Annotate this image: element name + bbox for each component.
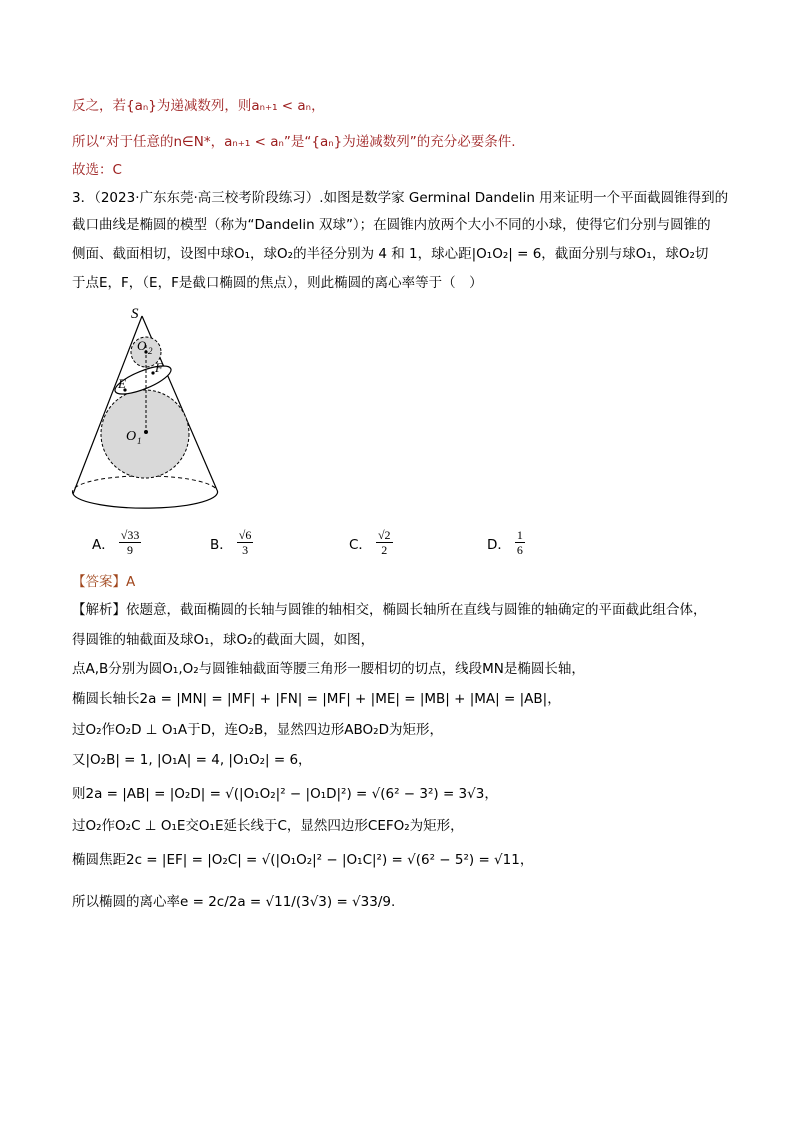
option-c-fraction [376, 528, 393, 557]
option-c-letter: C． [349, 536, 372, 553]
analysis-line-3: 点A,B分别为圆O₁,O₂与圆锥轴截面等腰三角形一腰相切的切点，线段MN是椭圆长轴， [72, 661, 585, 677]
option-a[interactable] [92, 528, 141, 557]
option-a-den: 9 [127, 543, 134, 557]
option-c[interactable] [349, 528, 393, 557]
option-a-fraction [119, 528, 142, 557]
question-line-1: 3．（2023·广东东莞·高三校考阶段练习）.如图是数学家 Germinal Dandelin 用来证明一个平面截圆锥得到的 [72, 190, 729, 206]
label-e: E [118, 376, 126, 391]
option-c-den: 2 [381, 543, 388, 557]
analysis-line-2: 得圆锥的轴截面及球O₁，球O₂的截面大圆，如图， [72, 632, 375, 648]
answer-label: 【答案】A [72, 574, 136, 590]
option-d-num: 1 [516, 528, 523, 542]
label-o1-sub: 1 [137, 436, 142, 446]
analysis-line-7: 则2a = |AB| = |O₂D| = √(|O₁O₂|² − |O₁D|²) = √(6² − 3²) = 3√3， [72, 786, 498, 802]
analysis-line-10: 所以椭圆的离心率e = 2c/2a = √11/(3√3) = √33/9. [72, 894, 396, 910]
option-b[interactable] [210, 528, 253, 557]
option-d-fraction [515, 528, 525, 557]
question-line-2: 截口曲线是椭圆的模型（称为“Dandelin 双球”）；在圆锥内放两个大小不同的小球，使得它们分别与圆锥的 [72, 217, 711, 233]
option-c-num: √2 [377, 528, 391, 542]
option-a-num: √33 [120, 528, 140, 542]
analysis-line-8: 过O₂作O₂C ⊥ O₁E交O₁E延长线于C，显然四边形CEFO₂为矩形， [72, 818, 464, 834]
option-b-num: √6 [238, 528, 252, 542]
label-f: F [155, 360, 163, 375]
text-line-converse: 反之，若{aₙ}为递减数列，则aₙ₊₁ < aₙ， [72, 98, 325, 114]
option-b-fraction [237, 528, 254, 557]
option-d-letter: D． [487, 536, 511, 553]
option-b-den: 3 [242, 543, 249, 557]
option-d-den: 6 [516, 543, 523, 557]
analysis-line-9: 椭圆焦距2c = |EF| = |O₂C| = √(|O₁O₂|² − |O₁C|²) = √(6² − 5²) = √11， [72, 852, 534, 868]
label-o2: O [137, 338, 147, 353]
label-o2-sub: 2 [148, 346, 153, 356]
question-line-4: 于点E，F，（E，F是截口椭圆的焦点），则此椭圆的离心率等于（ ） [72, 275, 483, 291]
analysis-line-6: 又|O₂B| = 1, |O₁A| = 4, |O₁O₂| = 6， [72, 752, 312, 768]
question-line-3: 侧面、截面相切，设图中球O₁，球O₂的半径分别为 4 和 1，球心距|O₁O₂| = 6，截面分别与球O₁，球O₂切 [72, 246, 709, 262]
option-d[interactable] [487, 528, 525, 557]
option-b-letter: B． [210, 536, 233, 553]
text-line-choice: 故选：C [72, 162, 122, 178]
label-o1: O [126, 429, 137, 444]
analysis-line-4: 椭圆长轴长2a = |MN| = |MF| + |FN| = |MF| + |ME| = |MB| + |MA| = |AB|， [72, 691, 561, 707]
analysis-line-5: 过O₂作O₂D ⊥ O₁A于D，连O₂B，显然四边形ABO₂D为矩形， [72, 722, 443, 738]
text-line-conclusion: 所以“对于任意的n∈N*，aₙ₊₁ < aₙ”是“{aₙ}为递减数列”的充分必要条件. [72, 134, 516, 150]
label-s: S [131, 306, 139, 322]
analysis-line-1: 【解析】依题意，截面椭圆的长轴与圆锥的轴相交，椭圆长轴所在直线与圆锥的轴确定的平面截此组合体， [72, 602, 707, 618]
option-a-letter: A． [92, 536, 115, 553]
